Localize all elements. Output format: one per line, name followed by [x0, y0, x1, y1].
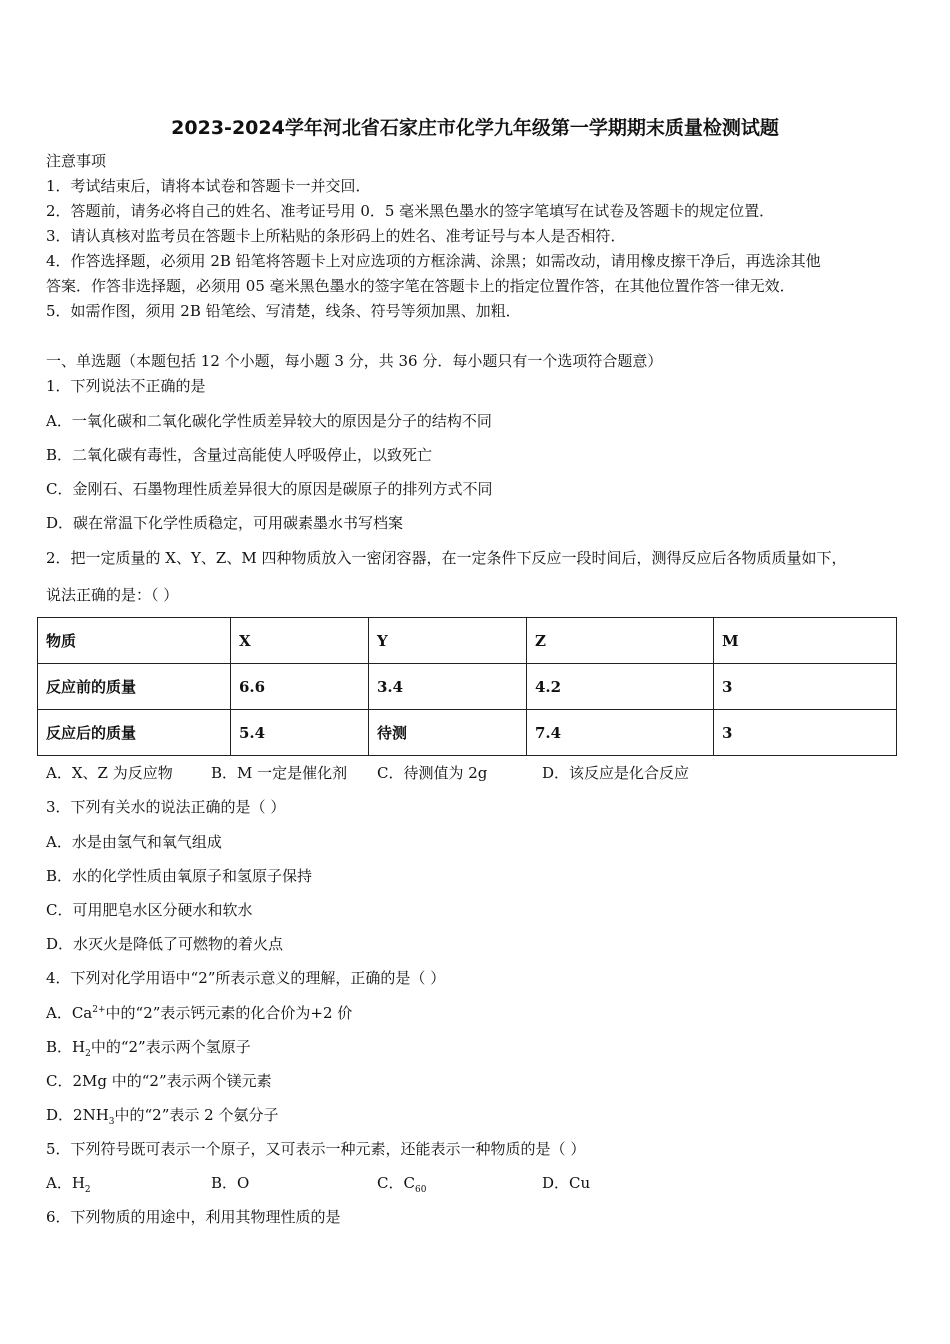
- q2-option-d: D．该反应是化合反应: [542, 764, 690, 782]
- subscript: 2: [84, 1185, 91, 1195]
- table-header-cell: Y: [369, 618, 527, 664]
- table-row: [38, 710, 897, 756]
- question-2-stem: 2．把一定质量的 X、Y、Z、M 四种物质放入一密闭容器，在一定条件下反应一段时间后，测得反应后各物质质量如下，: [46, 549, 847, 567]
- q3-option-c: C．可用肥皂水区分硬水和软水: [46, 901, 253, 919]
- charge-superscript: 2+: [92, 1005, 106, 1015]
- notice-item: 3．请认真核对监考员在答题卡上所粘贴的条形码上的姓名、准考证号与本人是否相符．: [46, 227, 626, 245]
- q5-option-a: [46, 1173, 91, 1193]
- table-row: [38, 664, 897, 710]
- table-header-row: [38, 618, 897, 664]
- q2-option-c: C．待测值为 2g: [377, 764, 488, 782]
- q3-option-d: D．水灭火是降低了可燃物的着火点: [46, 935, 284, 953]
- option-text: 中的“2”表示钙元素的化合价为+2 价: [105, 1004, 353, 1022]
- table-cell: 7.4: [527, 710, 714, 756]
- option-text: B．H: [46, 1038, 86, 1056]
- table-cell: 3: [714, 710, 897, 756]
- q1-option-c: C．金刚石、石墨物理性质差异很大的原因是碳原子的排列方式不同: [46, 480, 493, 498]
- notice-item: 答案．作答非选择题，必须用 05 毫米黑色墨水的签字笔在答题卡上的指定位置作答，在其他位置作答一律无效．: [46, 277, 795, 295]
- option-text: D．2NH: [46, 1106, 109, 1124]
- table-cell: 4.2: [527, 664, 714, 710]
- question-5-stem: 5．下列符号既可表示一个原子，又可表示一种元素，还能表示一种物质的是（ ）: [46, 1140, 586, 1158]
- question-2-stem-cont: 说法正确的是：（ ）: [46, 586, 179, 604]
- q4-option-c: C．2Mg 中的“2”表示两个镁元素: [46, 1072, 272, 1090]
- table-cell: 反应后的质量: [38, 710, 231, 756]
- notice-item: 1．考试结束后，请将本试卷和答题卡一并交回．: [46, 177, 371, 195]
- q2-option-a: A．X、Z 为反应物: [46, 764, 173, 782]
- q4-option-a: [46, 1003, 352, 1023]
- question-3-stem: 3．下列有关水的说法正确的是（ ）: [46, 798, 286, 816]
- subscript: 60: [414, 1185, 427, 1195]
- notice-heading: 注意事项: [46, 152, 107, 170]
- option-text: A．H: [46, 1174, 85, 1192]
- q2-option-b: B．M 一定是催化剂: [211, 764, 348, 782]
- table-header-cell: 物质: [38, 618, 231, 664]
- table-header-cell: M: [714, 618, 897, 664]
- option-text: 中的“2”表示两个氢原子: [90, 1038, 251, 1056]
- q1-option-a: A．一氧化碳和二氧化碳化学性质差异较大的原因是分子的结构不同: [46, 412, 492, 430]
- subscript: 3: [108, 1117, 115, 1127]
- option-text: 中的“2”表示 2 个氨分子: [114, 1106, 279, 1124]
- question-6-stem: 6．下列物质的用途中，利用其物理性质的是: [46, 1208, 341, 1226]
- table-cell: 5.4: [231, 710, 369, 756]
- page-title: 2023-2024学年河北省石家庄市化学九年级第一学期期末质量检测试题: [171, 117, 779, 139]
- notice-item: 4．作答选择题，必须用 2B 铅笔将答题卡上对应选项的方框涂满、涂黑；如需改动，请用橡皮擦干净后，再选涂其他: [46, 252, 821, 270]
- q1-option-d: D．碳在常温下化学性质稳定，可用碳素墨水书写档案: [46, 514, 404, 532]
- table-header-cell: X: [231, 618, 369, 664]
- q3-option-b: B．水的化学性质由氧原子和氢原子保持: [46, 867, 313, 885]
- q3-option-a: A．水是由氢气和氧气组成: [46, 833, 222, 851]
- q5-option-b: B．O: [211, 1174, 250, 1192]
- table-cell: 3: [714, 664, 897, 710]
- section-heading: 一、单选题（本题包括 12 个小题，每小题 3 分，共 36 分．每小题只有一个选项符合题意）: [46, 352, 663, 370]
- q5-option-d: D．Cu: [542, 1174, 591, 1192]
- notice-item: 5．如需作图，须用 2B 铅笔绘、写清楚，线条、符号等须加黑、加粗．: [46, 302, 521, 320]
- q5-option-c: [377, 1173, 426, 1193]
- table-cell: 6.6: [231, 664, 369, 710]
- notice-item: 2．答题前，请务必将自己的姓名、准考证号用 0．5 毫米黑色墨水的签字笔填写在试卷及答题卡的规定位置．: [46, 202, 775, 220]
- question-1-stem: 1．下列说法不正确的是: [46, 377, 206, 395]
- q4-option-b: [46, 1037, 251, 1057]
- mass-table: [37, 617, 897, 756]
- table-header-cell: Z: [527, 618, 714, 664]
- option-text: C．C: [377, 1174, 415, 1192]
- table-cell: 3.4: [369, 664, 527, 710]
- q1-option-b: B．二氧化碳有毒性，含量过高能使人呼吸停止，以致死亡: [46, 446, 433, 464]
- subscript: 2: [85, 1049, 91, 1059]
- table-cell: 待测: [369, 710, 527, 756]
- question-4-stem: 4．下列对化学用语中“2”所表示意义的理解，正确的是（ ）: [46, 969, 446, 987]
- option-text: A．Ca: [46, 1004, 93, 1022]
- table-cell: 反应前的质量: [38, 664, 231, 710]
- q4-option-d: [46, 1105, 278, 1125]
